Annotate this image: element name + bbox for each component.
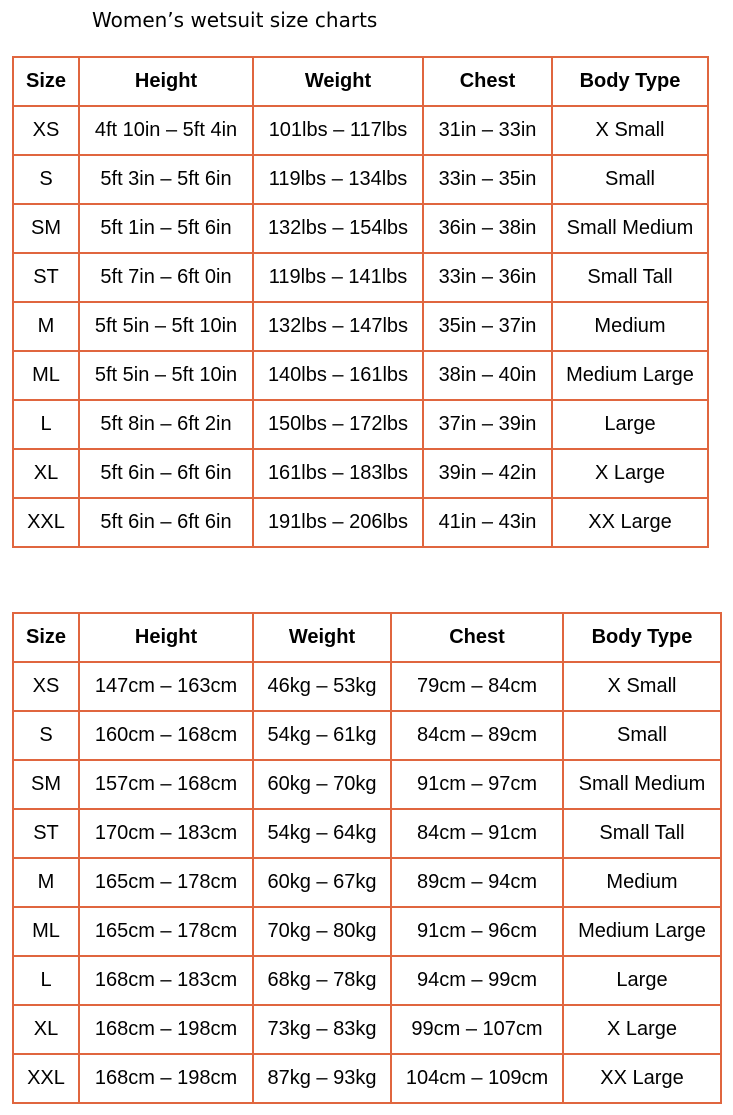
cell-weight: 132lbs – 154lbs <box>253 204 423 253</box>
table-header-row <box>13 613 721 662</box>
cell-body-type: X Large <box>552 449 708 498</box>
cell-chest: 41in – 43in <box>423 498 552 547</box>
cell-height: 165cm – 178cm <box>79 907 253 956</box>
cell-height: 165cm – 178cm <box>79 858 253 907</box>
cell-size: M <box>13 858 79 907</box>
table-row <box>13 400 708 449</box>
cell-height: 5ft 5in – 5ft 10in <box>79 302 253 351</box>
cell-chest: 37in – 39in <box>423 400 552 449</box>
cell-body-type: Small <box>563 711 721 760</box>
cell-height: 168cm – 183cm <box>79 956 253 1005</box>
header-body-type: Body Type <box>563 613 721 662</box>
cell-weight: 68kg – 78kg <box>253 956 391 1005</box>
cell-weight: 140lbs – 161lbs <box>253 351 423 400</box>
cell-height: 157cm – 168cm <box>79 760 253 809</box>
table-row <box>13 302 708 351</box>
cell-body-type: Large <box>552 400 708 449</box>
table-row <box>13 711 721 760</box>
table-row <box>13 253 708 302</box>
table-row <box>13 858 721 907</box>
cell-size: L <box>13 956 79 1005</box>
cell-size: M <box>13 302 79 351</box>
table-row <box>13 1054 721 1103</box>
table-row <box>13 351 708 400</box>
cell-chest: 33in – 36in <box>423 253 552 302</box>
header-weight: Weight <box>253 57 423 106</box>
cell-size: XS <box>13 106 79 155</box>
cell-body-type: Small <box>552 155 708 204</box>
table-row <box>13 956 721 1005</box>
cell-height: 5ft 8in – 6ft 2in <box>79 400 253 449</box>
cell-height: 5ft 3in – 5ft 6in <box>79 155 253 204</box>
cell-body-type: XX Large <box>563 1054 721 1103</box>
cell-body-type: Medium Large <box>552 351 708 400</box>
cell-size: XL <box>13 1005 79 1054</box>
cell-height: 5ft 6in – 6ft 6in <box>79 498 253 547</box>
cell-height: 5ft 5in – 5ft 10in <box>79 351 253 400</box>
cell-weight: 73kg – 83kg <box>253 1005 391 1054</box>
table-row <box>13 155 708 204</box>
cell-chest: 104cm – 109cm <box>391 1054 563 1103</box>
cell-height: 4ft 10in – 5ft 4in <box>79 106 253 155</box>
cell-weight: 70kg – 80kg <box>253 907 391 956</box>
cell-weight: 101lbs – 117lbs <box>253 106 423 155</box>
header-size: Size <box>13 613 79 662</box>
cell-size: XS <box>13 662 79 711</box>
cell-body-type: X Large <box>563 1005 721 1054</box>
cell-size: XXL <box>13 498 79 547</box>
cell-size: XL <box>13 449 79 498</box>
table-header-row <box>13 57 708 106</box>
cell-weight: 60kg – 70kg <box>253 760 391 809</box>
cell-size: ML <box>13 907 79 956</box>
header-height: Height <box>79 613 253 662</box>
table-row <box>13 809 721 858</box>
header-height: Height <box>79 57 253 106</box>
cell-body-type: Medium <box>563 858 721 907</box>
cell-weight: 60kg – 67kg <box>253 858 391 907</box>
header-size: Size <box>13 57 79 106</box>
table-row <box>13 106 708 155</box>
cell-chest: 89cm – 94cm <box>391 858 563 907</box>
cell-weight: 150lbs – 172lbs <box>253 400 423 449</box>
cell-body-type: Small Medium <box>563 760 721 809</box>
cell-size: ML <box>13 351 79 400</box>
cell-height: 147cm – 163cm <box>79 662 253 711</box>
page-title: Women’s wetsuit size charts <box>92 8 378 32</box>
metric-size-table <box>12 612 722 1104</box>
cell-weight: 191lbs – 206lbs <box>253 498 423 547</box>
cell-chest: 94cm – 99cm <box>391 956 563 1005</box>
cell-height: 168cm – 198cm <box>79 1005 253 1054</box>
cell-body-type: Small Medium <box>552 204 708 253</box>
cell-size: SM <box>13 204 79 253</box>
header-chest: Chest <box>391 613 563 662</box>
cell-body-type: Medium <box>552 302 708 351</box>
cell-chest: 79cm – 84cm <box>391 662 563 711</box>
table-row <box>13 449 708 498</box>
cell-size: XXL <box>13 1054 79 1103</box>
table-row <box>13 662 721 711</box>
cell-body-type: X Small <box>563 662 721 711</box>
cell-body-type: X Small <box>552 106 708 155</box>
cell-chest: 91cm – 96cm <box>391 907 563 956</box>
cell-height: 5ft 6in – 6ft 6in <box>79 449 253 498</box>
cell-weight: 119lbs – 134lbs <box>253 155 423 204</box>
table-row <box>13 498 708 547</box>
header-body-type: Body Type <box>552 57 708 106</box>
cell-size: S <box>13 711 79 760</box>
cell-body-type: Medium Large <box>563 907 721 956</box>
cell-body-type: XX Large <box>552 498 708 547</box>
cell-weight: 54kg – 61kg <box>253 711 391 760</box>
cell-weight: 54kg – 64kg <box>253 809 391 858</box>
cell-height: 160cm – 168cm <box>79 711 253 760</box>
cell-size: ST <box>13 253 79 302</box>
cell-chest: 84cm – 89cm <box>391 711 563 760</box>
cell-chest: 33in – 35in <box>423 155 552 204</box>
cell-weight: 161lbs – 183lbs <box>253 449 423 498</box>
cell-size: L <box>13 400 79 449</box>
cell-body-type: Large <box>563 956 721 1005</box>
table-row <box>13 760 721 809</box>
cell-size: S <box>13 155 79 204</box>
cell-chest: 31in – 33in <box>423 106 552 155</box>
cell-weight: 119lbs – 141lbs <box>253 253 423 302</box>
cell-size: ST <box>13 809 79 858</box>
cell-weight: 46kg – 53kg <box>253 662 391 711</box>
cell-chest: 38in – 40in <box>423 351 552 400</box>
cell-chest: 36in – 38in <box>423 204 552 253</box>
table-row <box>13 907 721 956</box>
cell-height: 5ft 1in – 5ft 6in <box>79 204 253 253</box>
imperial-size-table <box>12 56 709 548</box>
cell-weight: 132lbs – 147lbs <box>253 302 423 351</box>
cell-size: SM <box>13 760 79 809</box>
cell-chest: 35in – 37in <box>423 302 552 351</box>
cell-height: 170cm – 183cm <box>79 809 253 858</box>
cell-chest: 84cm – 91cm <box>391 809 563 858</box>
cell-chest: 91cm – 97cm <box>391 760 563 809</box>
header-weight: Weight <box>253 613 391 662</box>
cell-weight: 87kg – 93kg <box>253 1054 391 1103</box>
cell-body-type: Small Tall <box>563 809 721 858</box>
cell-chest: 99cm – 107cm <box>391 1005 563 1054</box>
table-row <box>13 204 708 253</box>
table-row <box>13 1005 721 1054</box>
cell-height: 5ft 7in – 6ft 0in <box>79 253 253 302</box>
header-chest: Chest <box>423 57 552 106</box>
cell-body-type: Small Tall <box>552 253 708 302</box>
cell-chest: 39in – 42in <box>423 449 552 498</box>
cell-height: 168cm – 198cm <box>79 1054 253 1103</box>
